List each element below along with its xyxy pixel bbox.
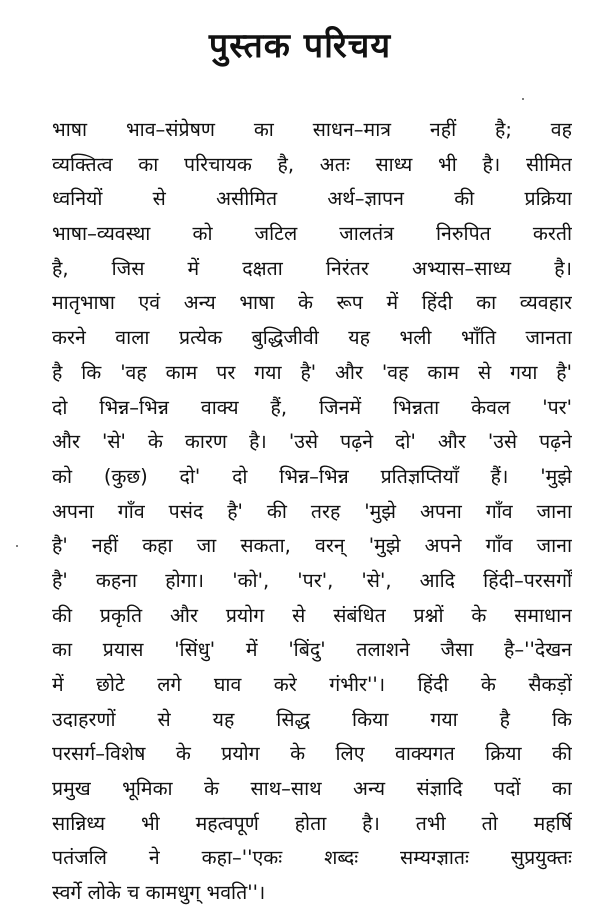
body-paragraph bbox=[52, 113, 572, 911]
scan-speck bbox=[522, 98, 524, 100]
text-line: पतंजलि ने कहा–''एकः शब्दः सम्यग्ज्ञातः सुप्रयुक्तः bbox=[52, 846, 572, 870]
text-line: भाषा भाव–संप्रेषण का साधन–मात्र नहीं है; वह bbox=[52, 118, 572, 141]
text-line: करने वाला प्रत्येक बुद्धिजीवी यह भली भाँति जानता bbox=[52, 326, 572, 350]
text-line: व्यक्तित्व का परिचायक है, अतः साध्य भी है। सीमित bbox=[52, 152, 572, 176]
text-line: भाषा–व्यवस्था को जटिल जालतंत्र निरुपित करती bbox=[52, 222, 572, 246]
text-line: स्वर्गे लोके च कामधुग् भवति''। bbox=[52, 881, 266, 905]
text-line: को (कुछ) दो' दो भिन्न–भिन्न प्रतिज्ञप्तियाँ हैं। 'मुझे bbox=[52, 464, 572, 488]
text-line: का प्रयास 'सिंधु' में 'बिंदु' तलाशने जैसा है–''देखन bbox=[52, 638, 572, 662]
scan-speck bbox=[16, 545, 18, 547]
text-line: है कि 'वह काम पर गया है' और 'वह काम से गया है' bbox=[52, 360, 572, 384]
text-line: ध्वनियों से असीमित अर्थ–ज्ञापन की प्रक्रिया bbox=[52, 187, 572, 211]
text-line: और 'से' के कारण है। 'उसे पढ़ने दो' और 'उसे पढ़ने bbox=[52, 430, 572, 454]
text-line: अपना गाँव पसंद है' की तरह 'मुझे अपना गाँव जाना bbox=[52, 499, 572, 523]
text-line: में छोटे लगे घाव करे गंभीर''। हिंदी के सैकड़ों bbox=[52, 673, 572, 696]
text-line: की प्रकृति और प्रयोग से संबंधित प्रश्नों के समाधान bbox=[52, 603, 572, 627]
text-line: सान्निध्य भी महत्वपूर्ण होता है। तभी तो महर्षि bbox=[52, 811, 572, 835]
text-line: मातृभाषा एवं अन्य भाषा के रूप में हिंदी का व्यवहार bbox=[52, 291, 572, 315]
text-line: प्रमुख भूमिका के साथ–साथ अन्य संज्ञादि पदों का bbox=[52, 777, 572, 801]
text-line: दो भिन्न–भिन्न वाक्य हैं, जिनमें भिन्नता केवल 'पर' bbox=[52, 395, 572, 419]
text-line: है, जिस में दक्षता निरंतर अभ्यास–साध्य है। bbox=[52, 256, 572, 280]
text-line: है' नहीं कहा जा सकता, वरन् 'मुझे अपने गाँव जाना bbox=[52, 534, 572, 558]
text-line: उदाहरणों से यह सिद्ध किया गया है कि bbox=[52, 707, 572, 731]
text-line: है' कहना होगा। 'को', 'पर', 'से', आदि हिंदी–परसर्गों bbox=[52, 568, 572, 592]
page-title: पुस्तक परिचय bbox=[208, 26, 392, 66]
text-line: परसर्ग–विशेष के प्रयोग के लिए वाक्यगत क्रिया की bbox=[52, 742, 572, 766]
